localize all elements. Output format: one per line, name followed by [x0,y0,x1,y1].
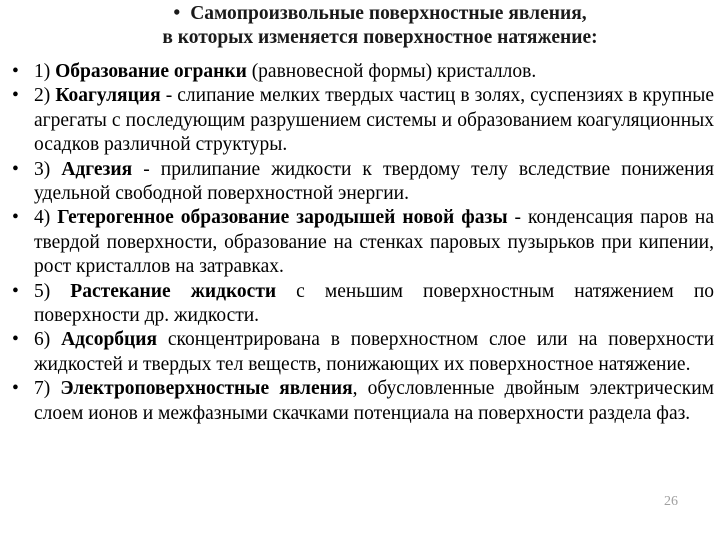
list-item-4 [0,206,720,279]
item-term: Электроповерхностные явления [60,378,353,400]
heading-text-1: Самопроизвольные поверхностные явления, [190,3,587,24]
bullet: • [12,378,19,400]
item-number: 4) [34,207,51,229]
item-description: - прилипание жидкости к твердому телу вследствие понижения удельной свободной поверхностной энергии. [34,158,714,205]
item-description: - слипание мелких твердых частиц в золях, суспензиях в крупные агрегаты с последующим разрушением системы и образованием коагуляционных осадков различной структуры. [34,85,715,156]
bullet: • [12,158,19,180]
item-number: 2) [34,85,51,107]
phenomena-list [0,60,720,426]
bullet: • [12,207,19,229]
list-item-3 [0,158,720,207]
item-number: 1) [34,61,51,82]
list-item-6 [0,328,720,377]
page-number: 26 [664,493,678,509]
item-number: 6) [34,329,51,351]
item-term: Гетерогенное образование зародышей новой фазы [57,207,508,229]
item-number: 5) [34,280,51,302]
item-term: Адгезия [61,158,133,180]
heading-bullet: • [173,3,181,24]
slide-heading [100,2,660,51]
item-number: 7) [34,378,51,400]
item-term: Образование огранки [55,61,247,82]
item-description: (равновесной формы) кристаллов. [246,61,537,82]
bullet: • [12,85,19,107]
item-term: Адсорбция [61,329,158,351]
item-description: - конденсация паров на твердой поверхности, образование на стенках паровых пузырьков при кипении, рост кристаллов на затравках. [34,207,715,278]
bullet: • [12,329,19,351]
item-term: Растекание жидкости [70,280,277,302]
list-item-1 [0,60,720,84]
item-description: сконцентрирована в поверхностном слое или на поверхности жидкостей и твердых тел веществ, понижающих их поверхностное натяжение. [34,329,715,375]
bullet: • [12,280,19,302]
item-description: , обусловленные двойным электрическим слоем ионов и межфазными скачками потенциала на поверхности раздела фаз. [34,378,715,424]
list-item-5 [0,280,720,329]
bullet: • [12,61,19,82]
item-term: Коагуляция [55,85,161,107]
list-item-7 [0,377,720,426]
heading-line-2: в которых изменяется поверхностное натяжение: [162,27,598,49]
list-item-2 [0,84,720,157]
heading-line-1 [100,2,660,26]
item-number: 3) [34,158,51,180]
item-description: с меньшим поверхностным натяжением по поверхности др. жидкости. [34,280,715,327]
